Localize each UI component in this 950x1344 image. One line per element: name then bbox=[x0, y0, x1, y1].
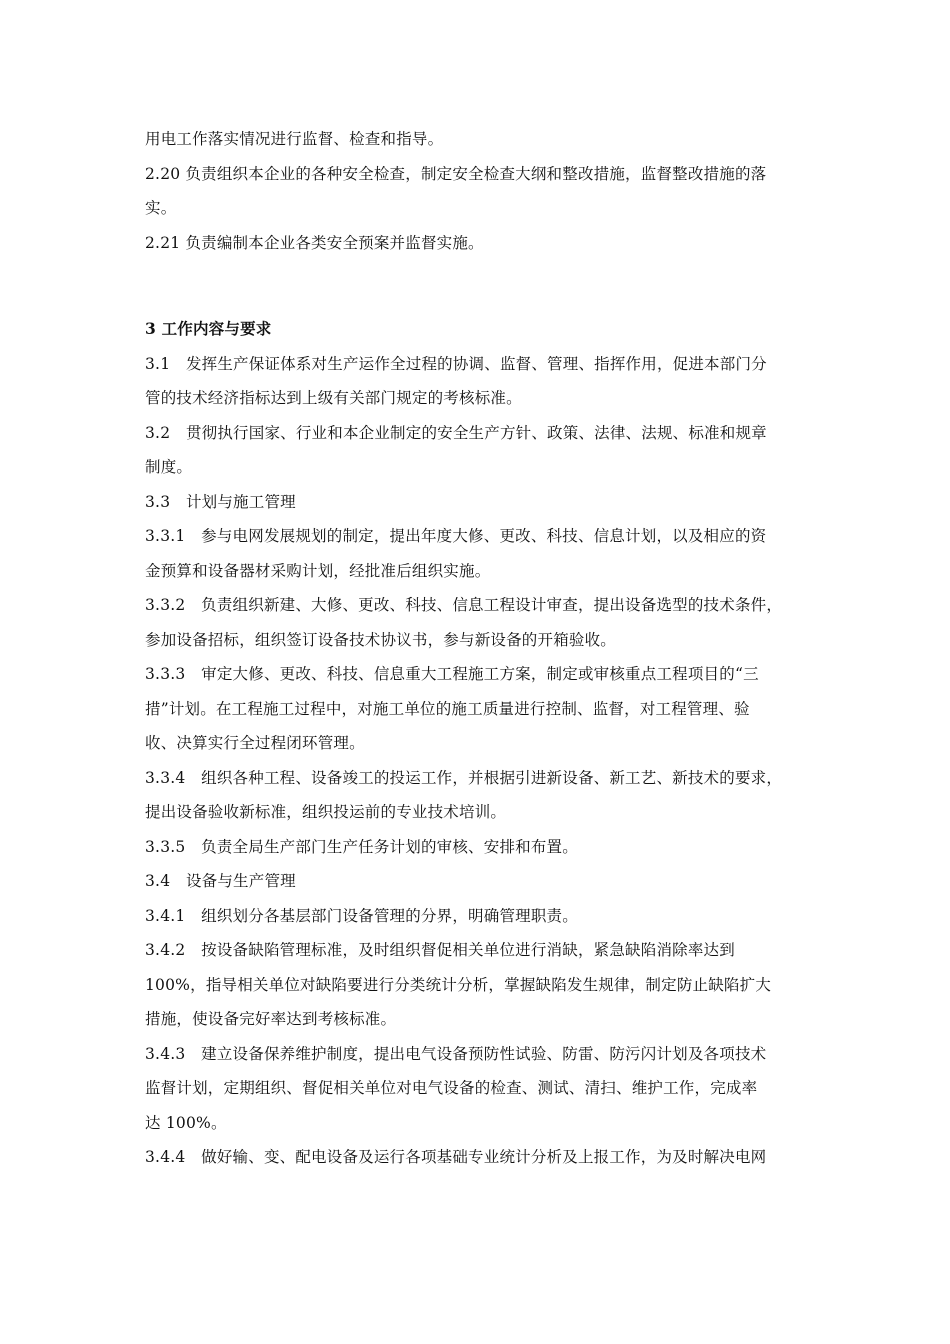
text-line: 3.4.3 建立设备保养维护制度，提出电气设备预防性试验、防雷、防污闪计划及各项技术 bbox=[145, 1044, 767, 1063]
text-line: 3.3.3 审定大修、更改、科技、信息重大工程施工方案，制定或审核重点工程项目的“三 bbox=[145, 665, 759, 683]
text-line: 措”计划。在工程施工过程中，对施工单位的施工质量进行控制、监督，对工程管理、验 bbox=[145, 699, 750, 718]
text-line: 3.4.4 做好输、变、配电设备及运行各项基础专业统计分析及上报工作，为及时解决电网 bbox=[145, 1148, 767, 1166]
text-line: 3.3.2 负责组织新建、大修、更改、科技、信息工程设计审查，提出设备选型的技术条件， bbox=[145, 596, 783, 614]
text-line: 3.3.5 负责全局生产部门生产任务计划的审核、安排和布置。 bbox=[145, 837, 578, 856]
text-line: 3.2 贯彻执行国家、行业和本企业制定的安全生产方针、政策、法律、法规、标准和规章 bbox=[145, 423, 767, 442]
text-line: 2.20 负责组织本企业的各种安全检查，制定安全检查大纲和整改措施，监督整改措施的落 bbox=[145, 164, 767, 183]
text-line: 制度。 bbox=[145, 458, 193, 476]
text-line: 3.3 计划与施工管理 bbox=[145, 492, 296, 511]
text-line: 3.4.2 按设备缺陷管理标准，及时组织督促相关单位进行消缺，紧急缺陷消除率达到 bbox=[145, 941, 735, 959]
text-line: 3.4.1 组织划分各基层部门设备管理的分界，明确管理职责。 bbox=[145, 906, 578, 925]
text-line: 实。 bbox=[145, 199, 177, 217]
text-line: 3.3.4 组织各种工程、设备竣工的投运工作，并根据引进新设备、新工艺、新技术的要求， bbox=[145, 768, 783, 787]
text-line: 3.4 设备与生产管理 bbox=[145, 872, 296, 890]
text-line: 3.3.1 参与电网发展规划的制定，提出年度大修、更改、科技、信息计划，以及相应的资 bbox=[145, 527, 767, 545]
text-line: 监督计划，定期组织、督促相关单位对电气设备的检查、测试、清扫、维护工作，完成率 bbox=[145, 1079, 758, 1097]
text-line: 2.21 负责编制本企业各类安全预案并监督实施。 bbox=[145, 233, 484, 252]
text-line: 100%，指导相关单位对缺陷要进行分类统计分析，掌握缺陷发生规律，制定防止缺陷扩大 bbox=[145, 975, 772, 994]
text-line: 提出设备验收新标准，组织投运前的专业技术培训。 bbox=[145, 803, 507, 821]
text-line: 管的技术经济指标达到上级有关部门规定的考核标准。 bbox=[145, 389, 522, 407]
text-line: 措施，使设备完好率达到考核标准。 bbox=[145, 1010, 397, 1028]
section-spacer bbox=[145, 260, 810, 312]
document-body bbox=[145, 122, 810, 1175]
text-line: 达 100%。 bbox=[145, 1113, 227, 1132]
text-line: 金预算和设备器材采购计划，经批准后组织实施。 bbox=[145, 561, 491, 580]
section-heading: 3 工作内容与要求 bbox=[145, 319, 272, 338]
text-line: 参加设备招标，组织签订设备技术协议书，参与新设备的开箱验收。 bbox=[145, 630, 617, 649]
text-line: 用电工作落实情况进行监督、检查和指导。 bbox=[145, 130, 444, 148]
text-line: 收、决算实行全过程闭环管理。 bbox=[145, 734, 365, 752]
text-line: 3.1 发挥生产保证体系对生产运作全过程的协调、监督、管理、指挥作用，促进本部门分 bbox=[145, 354, 767, 373]
